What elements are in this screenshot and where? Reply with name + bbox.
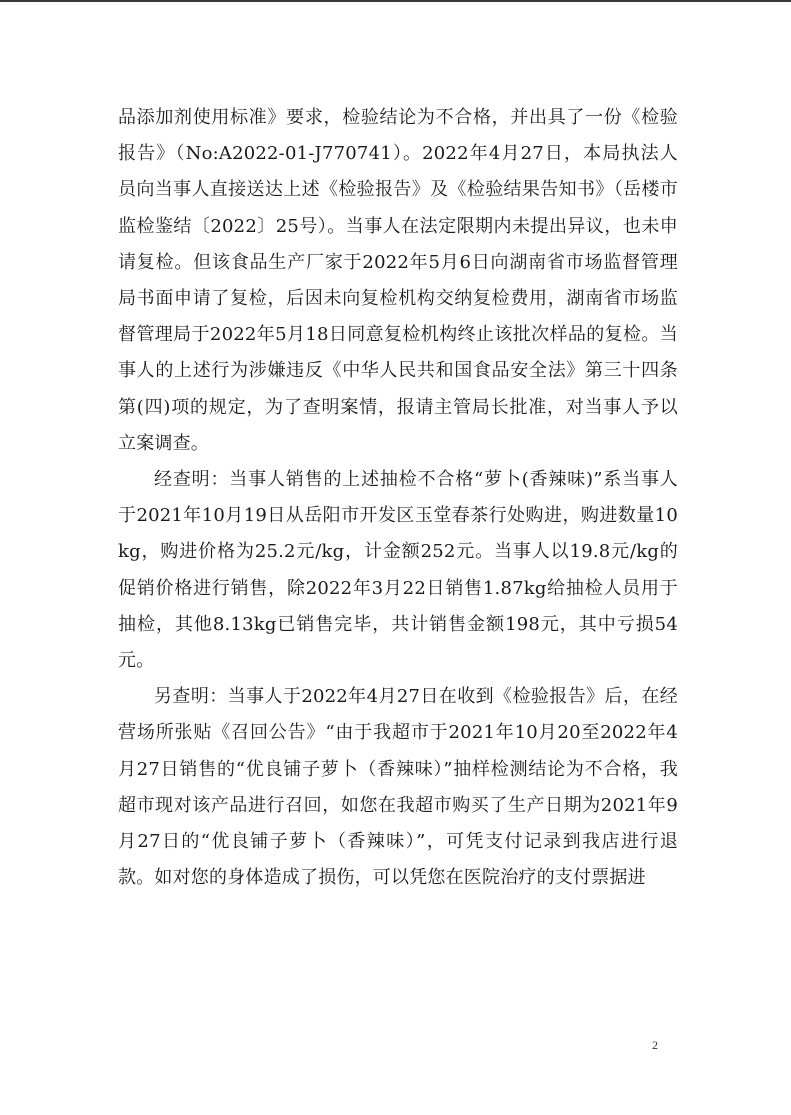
page-number: 2 — [652, 1038, 658, 1052]
paragraph-additional-findings: 另查明：当事人于2022年4月27日在收到《检验报告》后，在经营场所张贴《召回公告》“由于我超市于2021年10月20至2022年4月27日销售的“优良铺子萝卜（香辣味）”抽样检测结论为不合格，我超市现对该产品进行召回，如您在我超市购买了生产日期为2021年9月27日的“优良铺子萝卜（香辣味）”，可凭支付记录到我店进行退款。如对您的身体造成了损伤，可以凭您在医院治疗的支付票据进 — [118, 686, 678, 889]
paragraph-investigation-findings: 经查明：当事人销售的上述抽检不合格“萝卜(香辣味)”系当事人于2021年10月19日从岳阳市开发区玉堂春茶行处购进，购进数量10kg，购进价格为25.2元/kg，计金额252元。当事人以19.8元/kg的促销价格进行销售，除2022年3月22日销售1.87kg给抽检人员用于抽检，其他8.13kg已销售完毕，共计销售金额198元，其中亏损54元。 — [118, 469, 678, 672]
top-border-line — [0, 0, 791, 2]
document-body — [118, 100, 678, 896]
paragraph-case-filing: 品添加剂使用标准》要求，检验结论为不合格，并出具了一份《检验报告》（No:A2022-01-J770741）。2022年4月27日，本局执法人员向当事人直接送达上述《检验报告》及《检验结果告知书》（岳楼市监检鉴结〔2022〕25号）。当事人在法定限期内未提出异议，也未申请复检。但该食品生产厂家于2022年5月6日向湖南省市场监督管理局书面申请了复检，后因未向复检机构交纳复检费用，湖南省市场监督管理局于2022年5月18日同意复检机构终止该批次样品的复检。当事人的上述行为涉嫌违反《中华人民共和国食品安全法》第三十四条第(四)项的规定，为了查明案情，报请主管局长批准，对当事人予以立案调查。 — [118, 107, 678, 454]
